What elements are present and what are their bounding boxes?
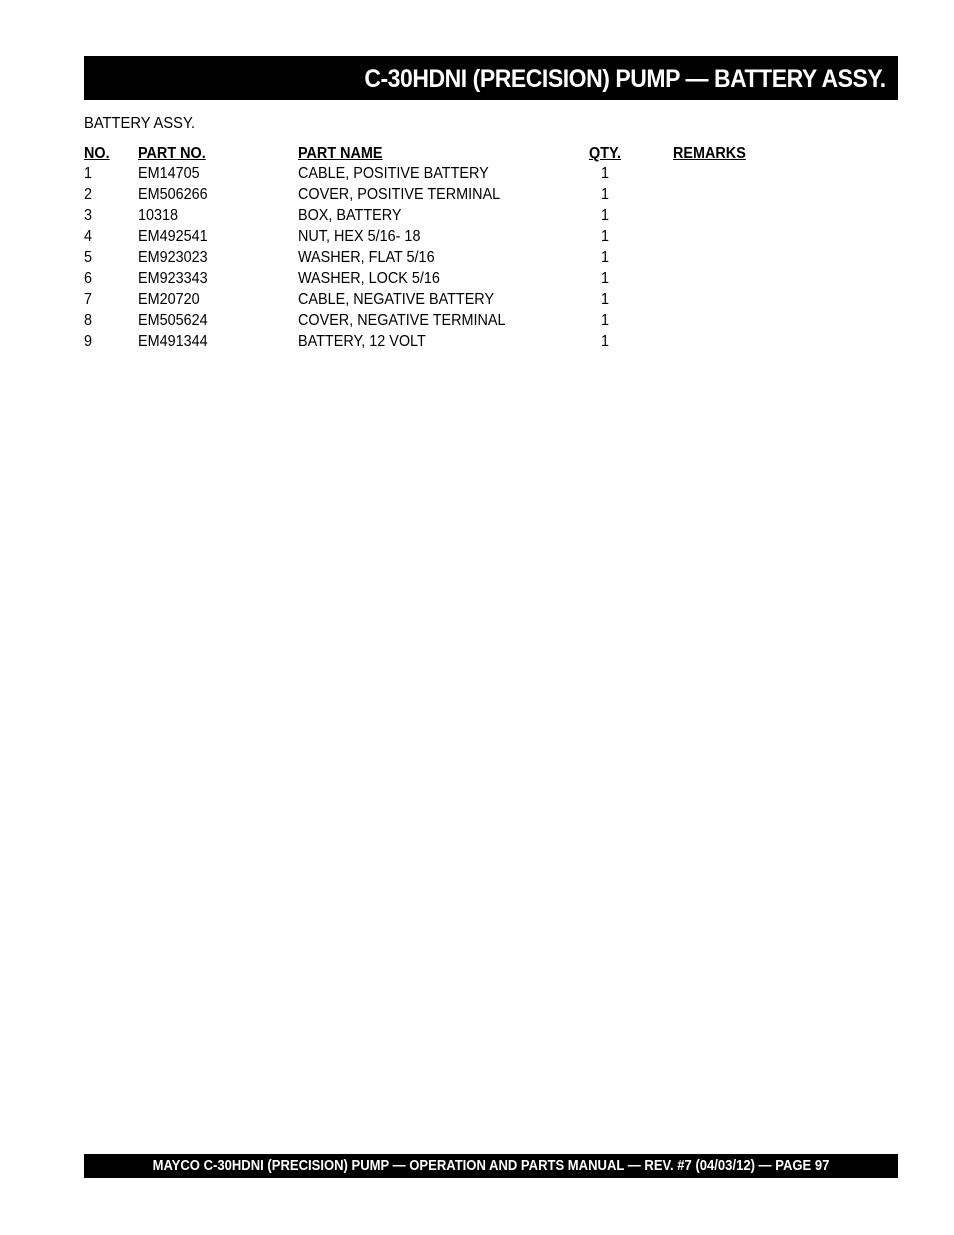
section-label: BATTERY ASSY. [84,115,196,132]
footer-bar [84,1154,898,1178]
table-row [84,311,784,332]
parts-table [84,144,784,353]
column-header-no: NO. [84,145,110,162]
table-header-row [84,144,784,164]
cell-qty: 1 [601,291,610,308]
cell-qty: 1 [601,228,610,245]
cell-part-no: EM491344 [138,333,208,350]
title-bar [84,56,898,100]
cell-part-name: BOX, BATTERY [298,207,402,224]
cell-no: 2 [84,186,93,203]
cell-qty: 1 [601,186,610,203]
cell-qty: 1 [601,165,610,182]
page-title: C-30HDNI (PRECISION) PUMP — BATTERY ASSY. [364,65,886,93]
cell-qty: 1 [601,333,610,350]
cell-no: 7 [84,291,93,308]
cell-part-no: EM506266 [138,186,208,203]
cell-no: 9 [84,333,93,350]
cell-qty: 1 [601,312,610,329]
cell-part-name: WASHER, FLAT 5/16 [298,249,435,266]
cell-part-name: COVER, POSITIVE TERMINAL [298,186,501,203]
table-body [84,164,784,353]
cell-part-no: EM505624 [138,312,208,329]
cell-no: 5 [84,249,93,266]
cell-part-name: CABLE, POSITIVE BATTERY [298,165,489,182]
cell-part-no: EM492541 [138,228,208,245]
table-row [84,227,784,248]
table-row [84,269,784,290]
cell-no: 1 [84,165,93,182]
table-row [84,164,784,185]
cell-part-name: NUT, HEX 5/16- 18 [298,228,421,245]
table-row [84,290,784,311]
cell-part-name: COVER, NEGATIVE TERMINAL [298,312,506,329]
table-row [84,332,784,353]
cell-qty: 1 [601,207,610,224]
cell-part-name: BATTERY, 12 VOLT [298,333,426,350]
table-row [84,185,784,206]
table-row [84,206,784,227]
cell-part-name: CABLE, NEGATIVE BATTERY [298,291,495,308]
cell-no: 8 [84,312,93,329]
table-row [84,248,784,269]
footer-text: MAYCO C-30HDNI (PRECISION) PUMP — OPERATION AND PARTS MANUAL — REV. #7 (04/03/12) — PAGE 97 [152,1158,830,1174]
cell-part-name: WASHER, LOCK 5/16 [298,270,440,287]
cell-part-no: EM14705 [138,165,200,182]
column-header-part-name: PART NAME [298,145,383,162]
column-header-part-no: PART NO. [138,145,206,162]
cell-part-no: EM923343 [138,270,208,287]
cell-qty: 1 [601,249,610,266]
cell-part-no: EM20720 [138,291,200,308]
column-header-qty: QTY. [589,145,622,162]
cell-no: 6 [84,270,93,287]
cell-qty: 1 [601,270,610,287]
cell-no: 4 [84,228,93,245]
column-header-remarks: REMARKS [673,145,746,162]
cell-part-no: EM923023 [138,249,208,266]
cell-part-no: 10318 [138,207,179,224]
cell-no: 3 [84,207,93,224]
